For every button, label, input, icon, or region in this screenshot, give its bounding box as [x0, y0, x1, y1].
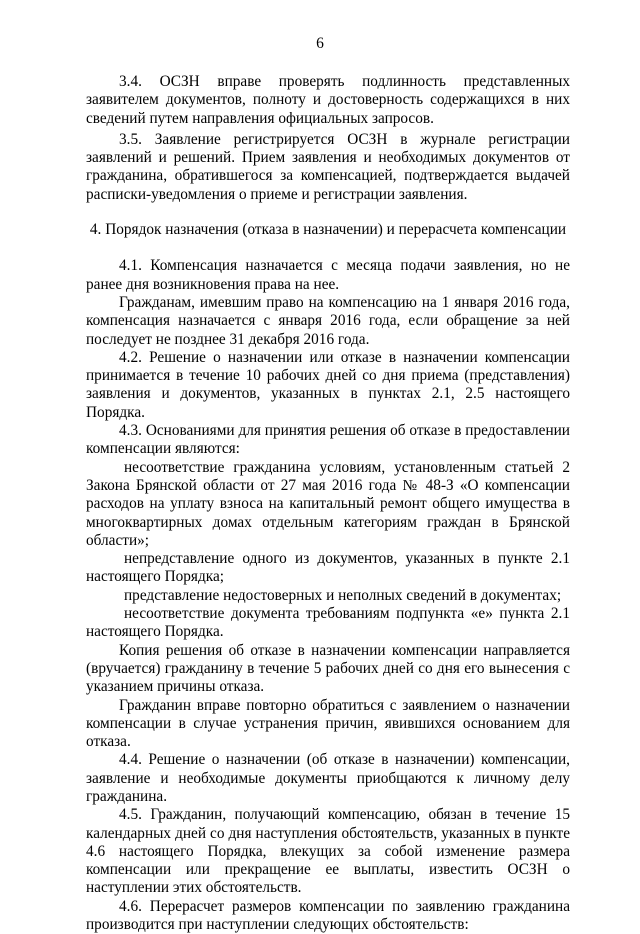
paragraph-3-4: 3.4. ОСЗН вправе проверять подлинность представленных заявителем документов, полноту и достоверность содержащихся в них сведений путем направления официальных запросов. — [86, 73, 570, 127]
paragraph-3-5: 3.5. Заявление регистрируется ОСЗН в журнале регистрации заявлений и решений. Прием заявления и необходимых документов от гражданина, обратившегося за компенсацией, подтверждается выдачей расписки-уведомления о приеме и регистрации заявления. — [86, 130, 570, 203]
refusal-ground-2: непредставление одного из документов, указанных в пункте 2.1 настоящего Порядка; — [86, 550, 570, 586]
section-heading-4: 4. Порядок назначения (отказа в назначении) и перерасчета компенсации — [89, 221, 567, 239]
paragraph-4-4: 4.4. Решение о назначении (об отказе в назначении) компенсации, заявление и необходимые документы приобщаются к личному делу гражданина. — [86, 751, 570, 805]
refusal-ground-1: несоответствие гражданина условиям, установленным статьей 2 Закона Брянской области от 27 мая 2016 года № 48-З «О компенсации расходов на уплату взноса на капитальный ремонт общего имущества в многоквартирных домах отдельным категориям граждан в Брянской области»; — [86, 458, 570, 549]
paragraph-4-2: 4.2. Решение о назначении или отказе в назначении компенсации принимается в течение 10 рабочих дней со дня приема (представления) заявления и документов, указанных в пунктах 2.1, 2.5 настоящего Порядка. — [86, 348, 570, 421]
paragraph-4-5: 4.5. Гражданин, получающий компенсацию, обязан в течение 15 календарных дней со дня наступления обстоятельств, указанных в пункте 4.6 настоящего Порядка, влекущих за собой изменение размера компенсации или прекращение ее выплаты, известить ОСЗН о наступлении этих обстоятельств. — [86, 806, 570, 897]
refusal-ground-3: представление недостоверных и неполных сведений в документах; — [124, 586, 562, 604]
paragraph-repeat-application: Гражданин вправе повторно обратиться с заявлением о назначении компенсации в случае устранения причин, явившихся основанием для отказа. — [86, 696, 570, 751]
paragraph-4-3: 4.3. Основаниями для принятия решения об отказе в предоставлении компенсации являются: — [86, 422, 570, 458]
document-body — [86, 73, 570, 934]
page-number: 6 — [316, 35, 324, 52]
paragraph-refusal-copy: Копия решения об отказе в назначении компенсации направляется (вручается) гражданину в течение 5 рабочих дней со дня его вынесения с указанием причины отказа. — [86, 641, 570, 696]
paragraph-4-1-transitional: Гражданам, имевшим право на компенсацию на 1 января 2016 года, компенсация назначается с января 2016 года, если обращение за ней последует не позднее 31 декабря 2016 года. — [86, 293, 570, 348]
paragraph-4-1: 4.1. Компенсация назначается с месяца подачи заявления, но не ранее дня возникновения права на нее. — [86, 257, 570, 293]
refusal-ground-4: несоответствие документа требованиям подпункта «е» пункта 2.1 настоящего Порядка. — [86, 605, 570, 641]
paragraph-4-6: 4.6. Перерасчет размеров компенсации по заявлению гражданина производится при наступлении следующих обстоятельств: — [86, 897, 570, 934]
